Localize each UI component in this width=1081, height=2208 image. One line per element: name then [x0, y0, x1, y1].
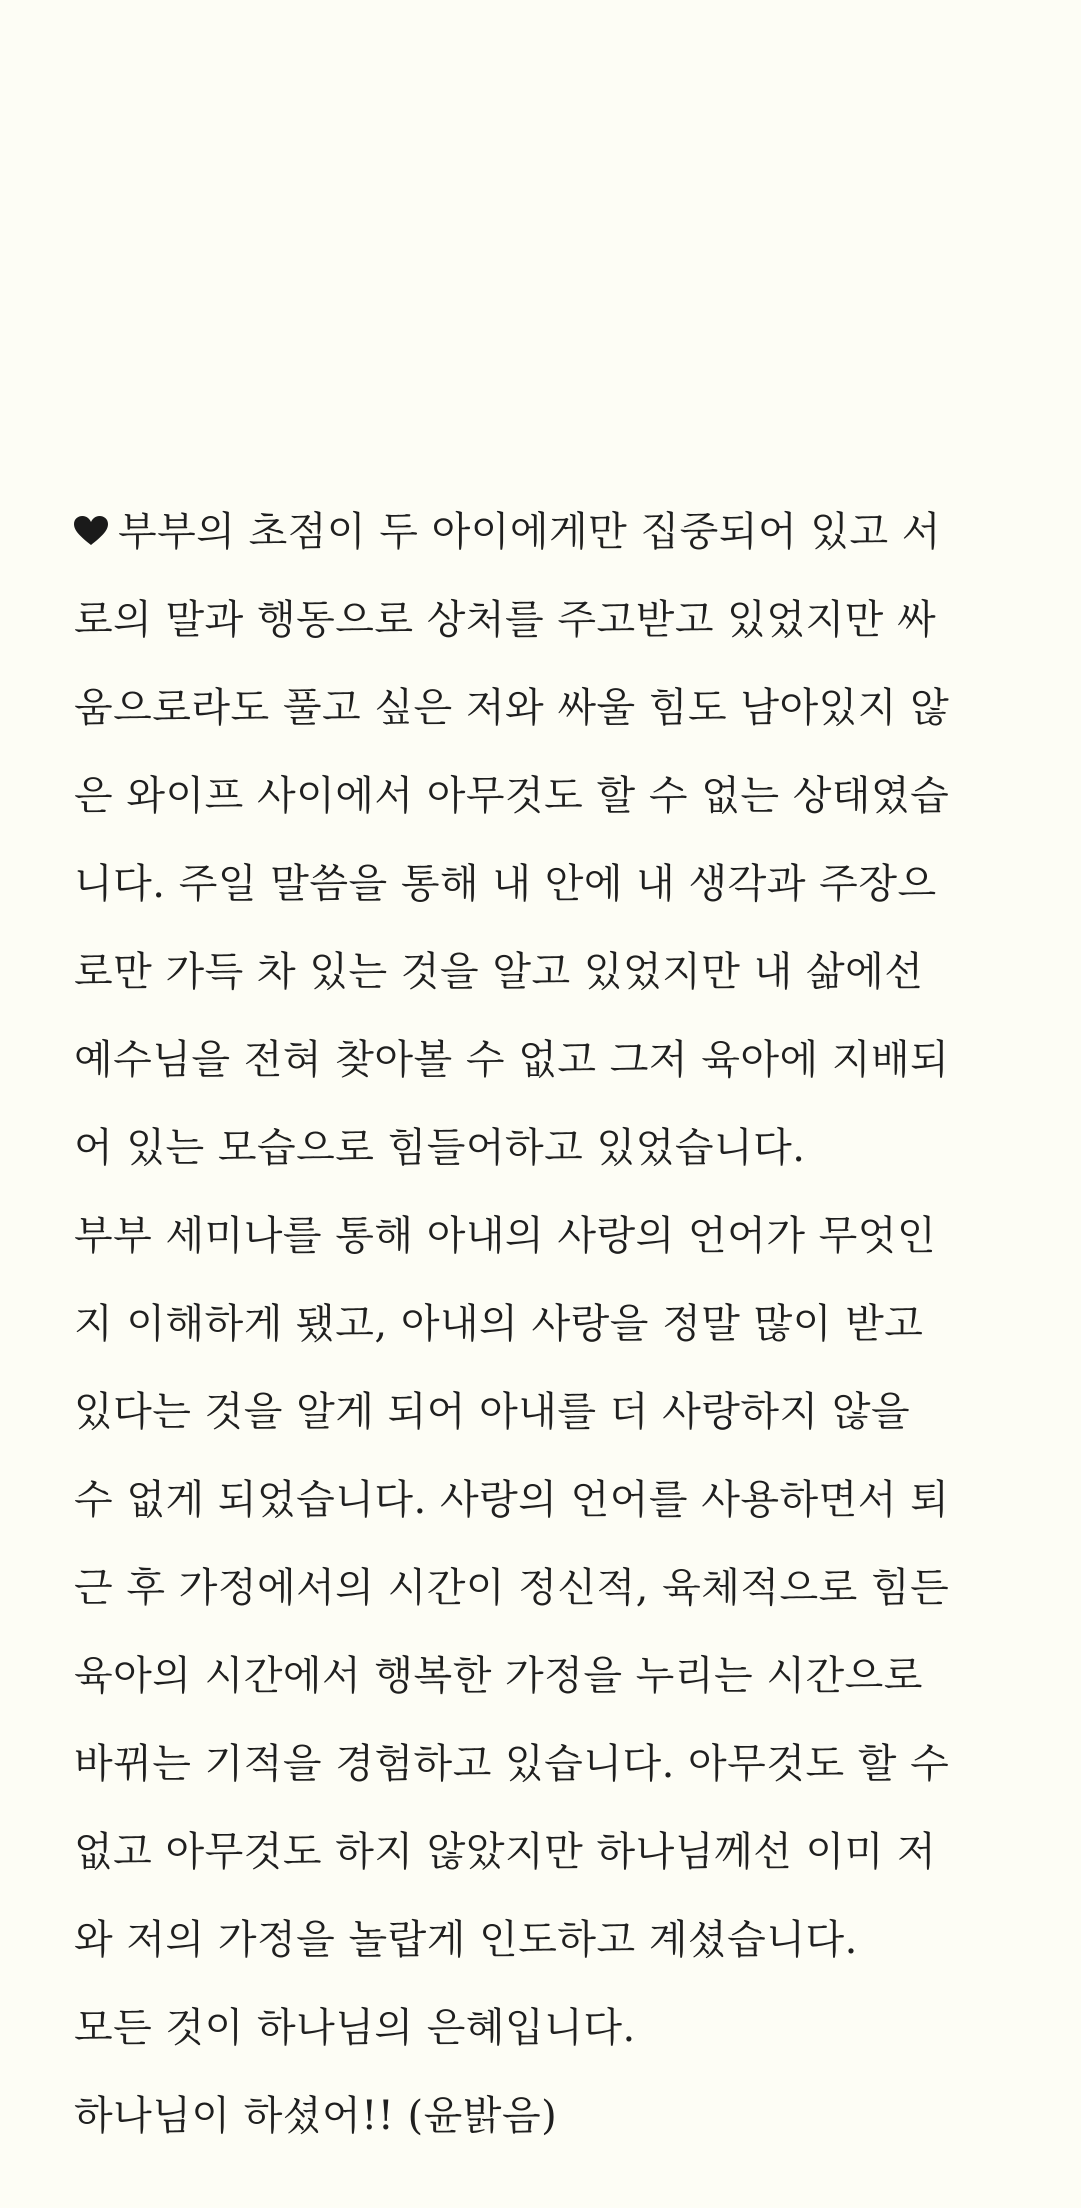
- text-line: 바뀌는 기적을 경험하고 있습니다. 아무것도 할 수: [74, 1741, 950, 1787]
- text-line: 움으로라도 풀고 싶은 저와 싸울 힘도 남아있지 않: [74, 685, 950, 731]
- text-line: [74, 488, 1004, 576]
- text-line: 어 있는 모습으로 힘들어하고 있었습니다.: [74, 1125, 806, 1171]
- text-line: 없고 아무것도 하지 않았지만 하나님께선 이미 저: [74, 1829, 937, 1875]
- text-line: 로의 말과 행동으로 상처를 주고받고 있었지만 싸: [74, 597, 937, 643]
- text-line: 와 저의 가정을 놀랍게 인도하고 계셨습니다.: [74, 1917, 858, 1963]
- text-line: 예수님을 전혀 찾아볼 수 없고 그저 육아에 지배되: [74, 1037, 950, 1083]
- text-line: 부부 세미나를 통해 아내의 사랑의 언어가 무엇인: [74, 1213, 937, 1259]
- heart-icon: [74, 488, 110, 576]
- text-line: 니다. 주일 말씀을 통해 내 안에 내 생각과 주장으: [74, 861, 937, 907]
- text-line: 모든 것이 하나님의 은혜입니다.: [74, 2005, 636, 2051]
- text-line: 있다는 것을 알게 되어 아내를 더 사랑하지 않을: [74, 1389, 911, 1435]
- text-line: 근 후 가정에서의 시간이 정신적, 육체적으로 힘든: [74, 1565, 950, 1611]
- text-line: 육아의 시간에서 행복한 가정을 누리는 시간으로: [74, 1653, 923, 1699]
- signature-line: 하나님이 하셨어!! (윤밝음): [74, 2093, 558, 2139]
- text-line: 지 이해하게 됐고, 아내의 사랑을 정말 많이 받고: [74, 1301, 924, 1347]
- text-line: 수 없게 되었습니다. 사랑의 언어를 사용하면서 퇴: [74, 1477, 950, 1523]
- testimony-text: [74, 488, 1004, 2160]
- text-line-content: 부부의 초점이 두 아이에게만 집중되어 있고 서: [118, 509, 941, 555]
- text-line: 로만 가득 차 있는 것을 알고 있었지만 내 삶에선: [74, 949, 924, 995]
- text-line: 은 와이프 사이에서 아무것도 할 수 없는 상태였습: [74, 773, 950, 819]
